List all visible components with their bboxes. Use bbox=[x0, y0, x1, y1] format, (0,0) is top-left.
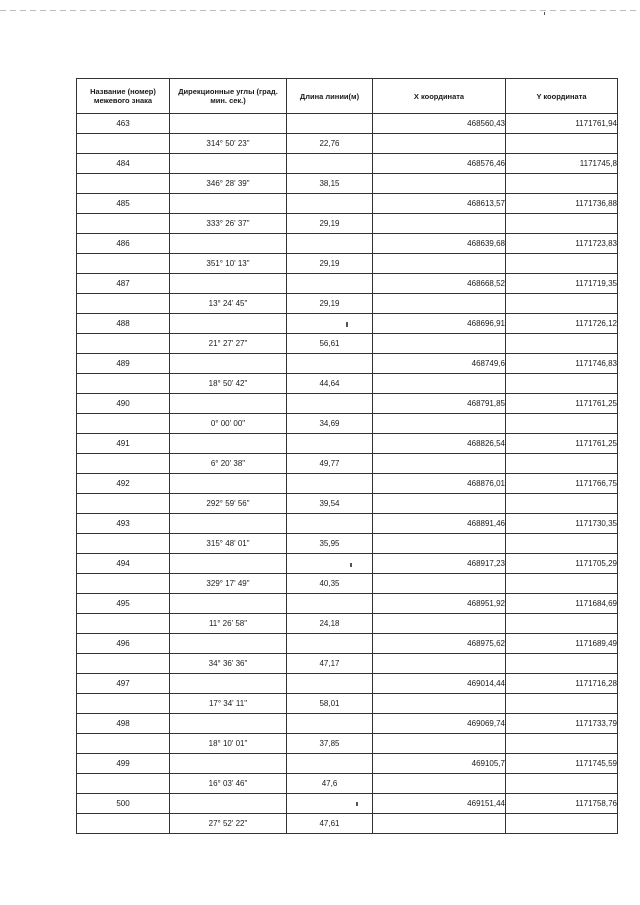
empty-cell bbox=[506, 334, 618, 354]
empty-cell bbox=[77, 454, 170, 474]
line-length: 39,54 bbox=[287, 494, 373, 514]
boundary-marks-table bbox=[76, 78, 618, 834]
empty-cell bbox=[77, 254, 170, 274]
empty-cell bbox=[373, 534, 506, 554]
segment-row bbox=[77, 734, 618, 754]
empty-cell bbox=[77, 654, 170, 674]
empty-cell bbox=[77, 734, 170, 754]
empty-cell bbox=[170, 794, 287, 814]
mark-number: 488 bbox=[77, 314, 170, 334]
line-length: 40,35 bbox=[287, 574, 373, 594]
empty-cell bbox=[170, 194, 287, 214]
empty-cell bbox=[506, 254, 618, 274]
segment-row bbox=[77, 214, 618, 234]
empty-cell bbox=[287, 394, 373, 414]
empty-cell bbox=[170, 514, 287, 534]
segment-row bbox=[77, 814, 618, 834]
header-x: X координата bbox=[373, 79, 506, 114]
y-coordinate: 1171726,12 bbox=[506, 314, 618, 334]
segment-row bbox=[77, 774, 618, 794]
x-coordinate: 468560,43 bbox=[373, 114, 506, 134]
empty-cell bbox=[506, 534, 618, 554]
mark-number: 486 bbox=[77, 234, 170, 254]
empty-cell bbox=[287, 594, 373, 614]
point-row bbox=[77, 434, 618, 454]
empty-cell bbox=[287, 554, 373, 574]
point-row bbox=[77, 554, 618, 574]
directional-angle: 18° 50' 42" bbox=[170, 374, 287, 394]
empty-cell bbox=[373, 294, 506, 314]
empty-cell bbox=[373, 694, 506, 714]
y-coordinate: 1171689,49 bbox=[506, 634, 618, 654]
empty-cell bbox=[287, 354, 373, 374]
empty-cell bbox=[373, 414, 506, 434]
x-coordinate: 468696,91 bbox=[373, 314, 506, 334]
x-coordinate: 468891,46 bbox=[373, 514, 506, 534]
mark-number: 496 bbox=[77, 634, 170, 654]
line-length: 44,64 bbox=[287, 374, 373, 394]
empty-cell bbox=[373, 614, 506, 634]
empty-cell bbox=[287, 754, 373, 774]
empty-cell bbox=[506, 774, 618, 794]
empty-cell bbox=[287, 314, 373, 334]
empty-cell bbox=[373, 134, 506, 154]
line-length: 37,85 bbox=[287, 734, 373, 754]
point-row bbox=[77, 514, 618, 534]
segment-row bbox=[77, 654, 618, 674]
empty-cell bbox=[506, 694, 618, 714]
directional-angle: 314° 50' 23" bbox=[170, 134, 287, 154]
empty-cell bbox=[287, 154, 373, 174]
segment-row bbox=[77, 254, 618, 274]
empty-cell bbox=[373, 814, 506, 834]
y-coordinate: 1171736,88 bbox=[506, 194, 618, 214]
header-angles: Дирекционные углы (град. мин. сек.) bbox=[170, 79, 287, 114]
x-coordinate: 468791,85 bbox=[373, 394, 506, 414]
x-coordinate: 468826,54 bbox=[373, 434, 506, 454]
scan-speck bbox=[346, 322, 348, 327]
segment-row bbox=[77, 614, 618, 634]
y-coordinate: 1171746,83 bbox=[506, 354, 618, 374]
empty-cell bbox=[77, 214, 170, 234]
line-length: 29,19 bbox=[287, 294, 373, 314]
directional-angle: 333° 26' 37" bbox=[170, 214, 287, 234]
empty-cell bbox=[506, 174, 618, 194]
empty-cell bbox=[77, 374, 170, 394]
empty-cell bbox=[170, 714, 287, 734]
point-row bbox=[77, 594, 618, 614]
empty-cell bbox=[170, 314, 287, 334]
empty-cell bbox=[506, 494, 618, 514]
line-length: 34,69 bbox=[287, 414, 373, 434]
empty-cell bbox=[170, 754, 287, 774]
empty-cell bbox=[170, 554, 287, 574]
empty-cell bbox=[287, 474, 373, 494]
directional-angle: 27° 52' 22" bbox=[170, 814, 287, 834]
empty-cell bbox=[373, 574, 506, 594]
line-length: 58,01 bbox=[287, 694, 373, 714]
line-length: 47,6 bbox=[287, 774, 373, 794]
empty-cell bbox=[373, 774, 506, 794]
header-length: Длина линии(м) bbox=[287, 79, 373, 114]
x-coordinate: 468668,52 bbox=[373, 274, 506, 294]
empty-cell bbox=[287, 194, 373, 214]
directional-angle: 16° 03' 46" bbox=[170, 774, 287, 794]
point-row bbox=[77, 114, 618, 134]
empty-cell bbox=[287, 634, 373, 654]
mark-number: 498 bbox=[77, 714, 170, 734]
line-length: 47,61 bbox=[287, 814, 373, 834]
empty-cell bbox=[506, 574, 618, 594]
y-coordinate: 1171758,76 bbox=[506, 794, 618, 814]
header-y: Y координата bbox=[506, 79, 618, 114]
directional-angle: 6° 20' 38" bbox=[170, 454, 287, 474]
empty-cell bbox=[373, 494, 506, 514]
mark-number: 493 bbox=[77, 514, 170, 534]
header-mark-name: Название (номер) межевого знака bbox=[77, 79, 170, 114]
point-row bbox=[77, 154, 618, 174]
empty-cell bbox=[373, 214, 506, 234]
point-row bbox=[77, 474, 618, 494]
scan-speck bbox=[356, 802, 358, 806]
segment-row bbox=[77, 294, 618, 314]
empty-cell bbox=[77, 614, 170, 634]
x-coordinate: 468975,62 bbox=[373, 634, 506, 654]
directional-angle: 21° 27' 27" bbox=[170, 334, 287, 354]
scan-edge-line bbox=[0, 10, 640, 11]
mark-number: 484 bbox=[77, 154, 170, 174]
empty-cell bbox=[170, 354, 287, 374]
line-length: 38,15 bbox=[287, 174, 373, 194]
empty-cell bbox=[287, 434, 373, 454]
x-coordinate: 469014,44 bbox=[373, 674, 506, 694]
y-coordinate: 1171730,35 bbox=[506, 514, 618, 534]
empty-cell bbox=[77, 494, 170, 514]
scan-speck bbox=[350, 563, 352, 567]
empty-cell bbox=[506, 414, 618, 434]
mark-number: 494 bbox=[77, 554, 170, 574]
x-coordinate: 469069,74 bbox=[373, 714, 506, 734]
empty-cell bbox=[506, 614, 618, 634]
mark-number: 463 bbox=[77, 114, 170, 134]
y-coordinate: 1171684,69 bbox=[506, 594, 618, 614]
x-coordinate: 468951,92 bbox=[373, 594, 506, 614]
empty-cell bbox=[373, 654, 506, 674]
mark-number: 500 bbox=[77, 794, 170, 814]
empty-cell bbox=[506, 374, 618, 394]
directional-angle: 346° 28' 39" bbox=[170, 174, 287, 194]
line-length: 49,77 bbox=[287, 454, 373, 474]
segment-row bbox=[77, 374, 618, 394]
mark-number: 485 bbox=[77, 194, 170, 214]
segment-row bbox=[77, 134, 618, 154]
empty-cell bbox=[373, 734, 506, 754]
empty-cell bbox=[77, 334, 170, 354]
mark-number: 497 bbox=[77, 674, 170, 694]
point-row bbox=[77, 794, 618, 814]
y-coordinate: 1171745,59 bbox=[506, 754, 618, 774]
empty-cell bbox=[373, 454, 506, 474]
line-length: 29,19 bbox=[287, 214, 373, 234]
empty-cell bbox=[506, 294, 618, 314]
directional-angle: 18° 10' 01" bbox=[170, 734, 287, 754]
empty-cell bbox=[287, 794, 373, 814]
scan-speck bbox=[544, 12, 545, 15]
y-coordinate: 1171716,28 bbox=[506, 674, 618, 694]
x-coordinate: 469151,44 bbox=[373, 794, 506, 814]
line-length: 29,19 bbox=[287, 254, 373, 274]
point-row bbox=[77, 674, 618, 694]
mark-number: 499 bbox=[77, 754, 170, 774]
point-row bbox=[77, 354, 618, 374]
mark-number: 495 bbox=[77, 594, 170, 614]
directional-angle: 34° 36' 36" bbox=[170, 654, 287, 674]
empty-cell bbox=[170, 674, 287, 694]
empty-cell bbox=[506, 814, 618, 834]
x-coordinate: 469105,7 bbox=[373, 754, 506, 774]
empty-cell bbox=[170, 114, 287, 134]
directional-angle: 11° 26' 58" bbox=[170, 614, 287, 634]
x-coordinate: 468576,46 bbox=[373, 154, 506, 174]
header-row bbox=[77, 79, 618, 114]
segment-row bbox=[77, 694, 618, 714]
mark-number: 489 bbox=[77, 354, 170, 374]
y-coordinate: 1171719,35 bbox=[506, 274, 618, 294]
line-length: 24,18 bbox=[287, 614, 373, 634]
empty-cell bbox=[170, 154, 287, 174]
point-row bbox=[77, 394, 618, 414]
segment-row bbox=[77, 174, 618, 194]
segment-row bbox=[77, 574, 618, 594]
empty-cell bbox=[506, 654, 618, 674]
empty-cell bbox=[77, 134, 170, 154]
line-length: 47,17 bbox=[287, 654, 373, 674]
empty-cell bbox=[373, 254, 506, 274]
y-coordinate: 1171745,8 bbox=[506, 154, 618, 174]
empty-cell bbox=[506, 734, 618, 754]
empty-cell bbox=[373, 174, 506, 194]
empty-cell bbox=[170, 434, 287, 454]
x-coordinate: 468613,57 bbox=[373, 194, 506, 214]
empty-cell bbox=[373, 334, 506, 354]
empty-cell bbox=[287, 714, 373, 734]
empty-cell bbox=[77, 574, 170, 594]
y-coordinate: 1171723,83 bbox=[506, 234, 618, 254]
empty-cell bbox=[373, 374, 506, 394]
directional-angle: 292° 59' 56" bbox=[170, 494, 287, 514]
empty-cell bbox=[170, 394, 287, 414]
directional-angle: 351° 10' 13" bbox=[170, 254, 287, 274]
y-coordinate: 1171733,79 bbox=[506, 714, 618, 734]
directional-angle: 315° 48' 01" bbox=[170, 534, 287, 554]
point-row bbox=[77, 234, 618, 254]
line-length: 22,76 bbox=[287, 134, 373, 154]
segment-row bbox=[77, 334, 618, 354]
point-row bbox=[77, 634, 618, 654]
empty-cell bbox=[77, 414, 170, 434]
empty-cell bbox=[170, 594, 287, 614]
line-length: 35,95 bbox=[287, 534, 373, 554]
empty-cell bbox=[170, 474, 287, 494]
empty-cell bbox=[287, 674, 373, 694]
directional-angle: 17° 34' 11" bbox=[170, 694, 287, 714]
empty-cell bbox=[77, 694, 170, 714]
point-row bbox=[77, 194, 618, 214]
empty-cell bbox=[77, 294, 170, 314]
y-coordinate: 1171761,25 bbox=[506, 434, 618, 454]
empty-cell bbox=[287, 274, 373, 294]
y-coordinate: 1171761,25 bbox=[506, 394, 618, 414]
mark-number: 491 bbox=[77, 434, 170, 454]
directional-angle: 329° 17' 49" bbox=[170, 574, 287, 594]
empty-cell bbox=[170, 274, 287, 294]
empty-cell bbox=[287, 114, 373, 134]
empty-cell bbox=[506, 134, 618, 154]
empty-cell bbox=[77, 774, 170, 794]
empty-cell bbox=[77, 534, 170, 554]
empty-cell bbox=[170, 634, 287, 654]
empty-cell bbox=[77, 174, 170, 194]
segment-row bbox=[77, 534, 618, 554]
x-coordinate: 468917,23 bbox=[373, 554, 506, 574]
segment-row bbox=[77, 414, 618, 434]
empty-cell bbox=[77, 814, 170, 834]
x-coordinate: 468876,01 bbox=[373, 474, 506, 494]
segment-row bbox=[77, 454, 618, 474]
directional-angle: 0° 00' 00" bbox=[170, 414, 287, 434]
empty-cell bbox=[506, 214, 618, 234]
empty-cell bbox=[506, 454, 618, 474]
mark-number: 487 bbox=[77, 274, 170, 294]
mark-number: 490 bbox=[77, 394, 170, 414]
empty-cell bbox=[287, 514, 373, 534]
directional-angle: 13° 24' 45" bbox=[170, 294, 287, 314]
y-coordinate: 1171766,75 bbox=[506, 474, 618, 494]
y-coordinate: 1171705,29 bbox=[506, 554, 618, 574]
point-row bbox=[77, 274, 618, 294]
mark-number: 492 bbox=[77, 474, 170, 494]
x-coordinate: 468749,6 bbox=[373, 354, 506, 374]
point-row bbox=[77, 714, 618, 734]
empty-cell bbox=[287, 234, 373, 254]
segment-row bbox=[77, 494, 618, 514]
x-coordinate: 468639,68 bbox=[373, 234, 506, 254]
point-row bbox=[77, 754, 618, 774]
line-length: 56,61 bbox=[287, 334, 373, 354]
empty-cell bbox=[170, 234, 287, 254]
y-coordinate: 1171761,94 bbox=[506, 114, 618, 134]
